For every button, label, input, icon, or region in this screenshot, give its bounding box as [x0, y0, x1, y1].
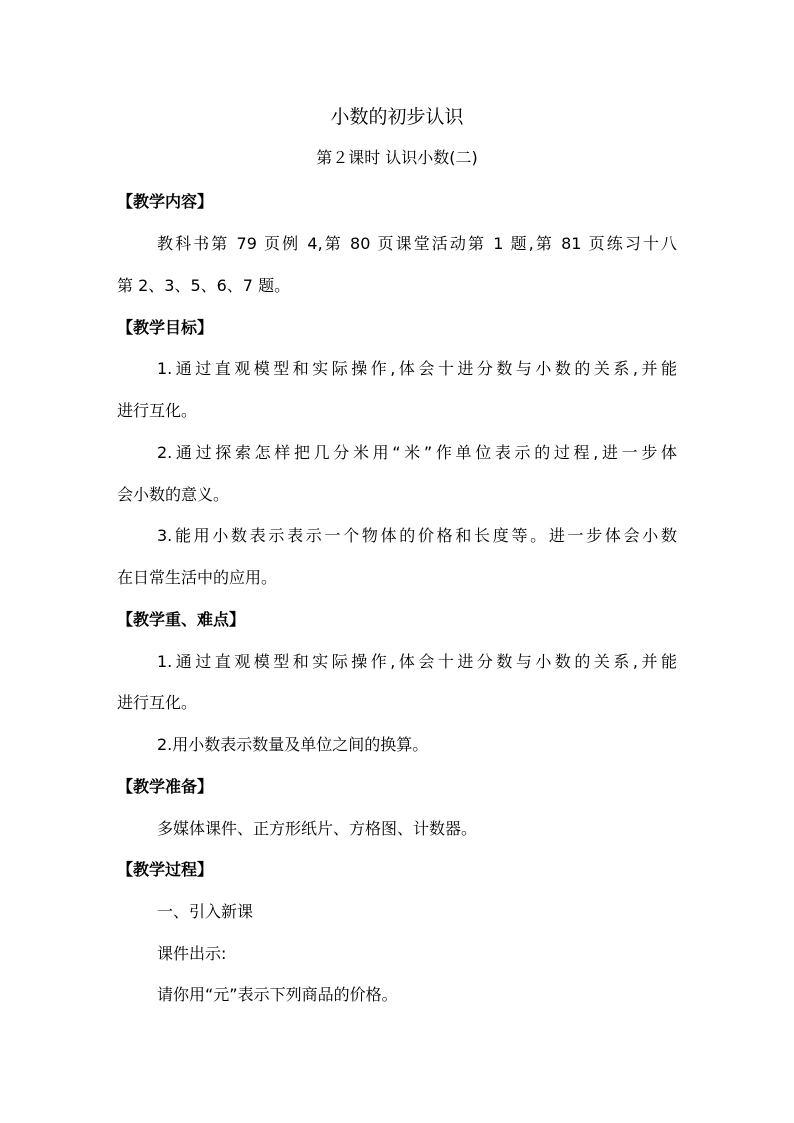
key-point-item-line: 2.用小数表示数量及单位之间的换算。 [157, 735, 429, 754]
section-heading-content: 【教学内容】 [117, 192, 214, 211]
content-text-line: 第 2、3、5、6、7 题。 [117, 276, 291, 295]
section-heading-objectives: 【教学目标】 [117, 318, 214, 337]
objective-item-line: 2.通过探索怎样把几分米用“米”作单位表示的过程,进一步体 [157, 443, 677, 462]
objective-item-line: 在日常生活中的应用。 [117, 568, 278, 587]
section-heading-key-points: 【教学重、难点】 [117, 610, 246, 629]
preparation-text-line: 多媒体课件、正方形纸片、方格图、计数器。 [157, 819, 478, 838]
process-text-line: 请你用“元”表示下列商品的价格。 [157, 985, 398, 1004]
objective-item-line: 1.通过直观模型和实际操作,体会十进分数与小数的关系,并能 [157, 359, 677, 378]
key-point-item-line: 1.通过直观模型和实际操作,体会十进分数与小数的关系,并能 [157, 652, 677, 671]
document-subtitle: 第２课时 认识小数(二) [316, 148, 478, 167]
section-heading-process: 【教学过程】 [117, 860, 214, 879]
process-text-line: 课件出示: [157, 944, 227, 963]
section-heading-preparation: 【教学准备】 [117, 777, 214, 796]
objective-item-line: 3.能用小数表示表示一个物体的价格和长度等。进一步体会小数 [157, 526, 677, 545]
content-text-line: 教科书第 79 页例 4,第 80 页课堂活动第 1 题,第 81 页练习十八 [157, 234, 677, 253]
key-point-item-line: 进行互化。 [117, 693, 198, 712]
objective-item-line: 会小数的意义。 [117, 485, 230, 504]
document-title: 小数的初步认识 [330, 106, 464, 128]
process-text-line: 一、引入新课 [157, 902, 254, 921]
objective-item-line: 进行互化。 [117, 401, 198, 420]
